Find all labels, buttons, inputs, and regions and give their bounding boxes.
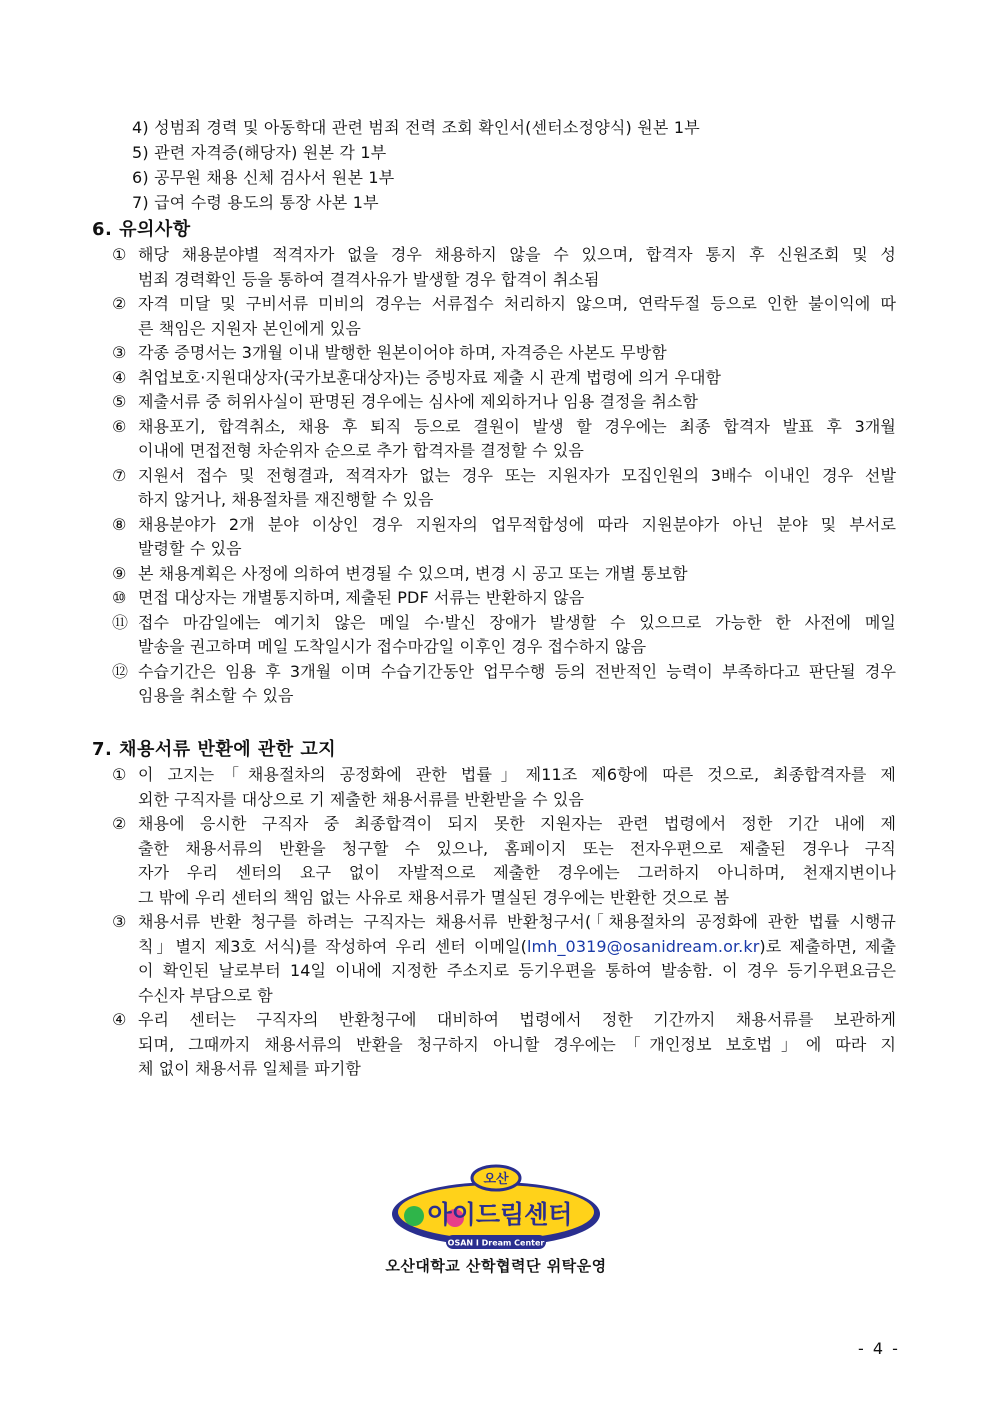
notice-item (112, 390, 896, 415)
item-text: 출한 채용서류의 반환을 청구할 수 있으나, 홈페이지 또는 전자우편으로 제출된 경우나 구직 (138, 838, 896, 858)
item-number: ② (112, 814, 127, 833)
item-number: ⑨ (112, 563, 127, 583)
item-text: 면접 대상자는 개별통지하며, 제출된 PDF 서류는 반환하지 않음 (138, 588, 585, 607)
item-text: 체 없이 채용서류 일체를 파기함 (138, 1059, 361, 1078)
item-text: 이내에 면접전형 차순위자 순으로 추가 합격자를 결정할 수 있음 (138, 441, 584, 460)
return-notice-item (112, 763, 896, 812)
return-notice-item (112, 812, 896, 910)
item-text: 우리 센터는 구직자의 반환청구에 대비하여 법령에서 정한 기간까지 채용서류를 보관하게 (138, 1010, 896, 1029)
notice-item (112, 243, 896, 292)
page-number: - 4 - (858, 1339, 900, 1358)
item-text: 각종 증명서는 3개월 이내 발행한 원본이어야 하며, 자격증은 사본도 무방함 (138, 343, 667, 362)
item-text: )로 제출하면, 제출 (759, 936, 897, 956)
item-number: ⑩ (112, 588, 127, 607)
notice-item (112, 660, 896, 709)
item-text: 임용을 취소할 수 있음 (138, 686, 294, 705)
item-number: ⑫ (112, 661, 129, 681)
item-number: ③ (112, 343, 127, 362)
item-text: 이 확인된 날로부터 14일 이내에 지정한 주소지로 등기우편을 통하여 발송함. 이 경우 등기우편요금은 (138, 961, 896, 980)
notice-item (112, 366, 896, 391)
item-text-with-email (138, 935, 896, 960)
document-item: 4) 성범죄 경력 및 아동학대 관련 범죄 전력 조회 확인서(센터소정양식) 원본 1부 (132, 118, 700, 137)
logo-sub-text: OSAN I Dream Center (447, 1238, 545, 1248)
item-text: 지원서 접수 및 전형결과, 적격자가 없는 경우 또는 지원자가 모집인원의 3배수 이내인 경우 선발 (138, 465, 896, 485)
item-text: 그 밖에 우리 센터의 책임 없는 사유로 채용서류가 멸실된 경우에는 반환한 것으로 봄 (138, 887, 730, 907)
document-item: 6) 공무원 채용 신체 검사서 원본 1부 (132, 168, 395, 187)
notice-item (112, 464, 896, 513)
item-number: ③ (112, 912, 127, 931)
item-number: ④ (112, 367, 127, 387)
item-text: 채용서류 반환 청구를 하려는 구직자는 채용서류 반환청구서(「채용절차의 공정화에 관한 법률 시행규 (138, 912, 896, 931)
item-text: 수습기간은 임용 후 3개월 이며 수습기간동안 업무수행 등의 전반적인 능력이 부족하다고 판단될 경우 (138, 661, 896, 681)
section-7-title: 7. 채용서류 반환에 관한 고지 (92, 739, 337, 760)
notice-item (112, 341, 896, 366)
item-text: 취업보호·지원대상자(국가보훈대상자)는 증빙자료 제출 시 관계 법령에 의거 우대함 (138, 367, 722, 387)
return-notice-item (112, 1008, 896, 1082)
item-text: 제출서류 중 허위사실이 판명된 경우에는 심사에 제외하거나 임용 결정을 취소함 (138, 392, 699, 411)
item-number: ① (112, 765, 127, 784)
item-number: ④ (112, 1010, 127, 1029)
logo-main-text: 아이드림센터 (427, 1200, 573, 1229)
notice-item (112, 513, 896, 562)
section-6-title: 6. 유의사항 (92, 219, 191, 240)
item-text: 칙」별지 제3호 서식)를 작성하여 우리 센터 이메일( (138, 936, 527, 956)
item-text: 해당 채용분야별 적격자가 없을 경우 채용하지 않을 수 있으며, 합격자 통지 후 신원조회 및 성 (138, 245, 896, 264)
item-text: 자격 미달 및 구비서류 미비의 경우는 서류접수 처리하지 않으며, 연락두절 등으로 인한 불이익에 따 (138, 294, 896, 313)
item-text: 채용에 응시한 구직자 중 최종합격이 되지 못한 지원자는 관련 법령에서 정한 기간 내에 제 (138, 814, 896, 833)
item-text: 수신자 부담으로 함 (138, 985, 273, 1005)
item-text: 되며, 그때까지 채용서류의 반환을 청구하지 아니할 경우에는「개인정보 보호법」에 따라 지 (138, 1034, 896, 1054)
notice-item (112, 611, 896, 660)
item-text: 자가 우리 센터의 요구 없이 자발적으로 제출한 경우에는 그러하지 아니하며, 천재지변이나 (138, 863, 896, 882)
item-number: ⑥ (112, 416, 127, 436)
item-text: 범죄 경력확인 등을 통하여 결격사유가 발생할 경우 합격이 취소됨 (138, 269, 600, 289)
operator-caption: 오산대학교 산학협력단 위탁운영 (385, 1257, 607, 1275)
section-6-list (112, 243, 896, 709)
item-text: 발송을 권고하며 메일 도착일시가 접수마감일 이후인 경우 접수하지 않음 (138, 637, 647, 656)
email-link[interactable]: lmh_0319@osanidream.or.kr (526, 936, 760, 956)
item-text: 채용포기, 합격취소, 채용 후 퇴직 등으로 결원이 발생 할 경우에는 최종 합격자 발표 후 3개월 (138, 416, 896, 436)
logo-face-icon (404, 1206, 424, 1226)
notice-item (112, 292, 896, 341)
notice-item (112, 562, 896, 587)
item-text: 본 채용계획은 사정에 의하여 변경될 수 있으며, 변경 시 공고 또는 개별 통보함 (138, 563, 688, 583)
required-documents-list (132, 115, 892, 215)
document-item: 7) 급여 수령 용도의 통장 사본 1부 (132, 193, 379, 212)
logo-top-text: 오산 (483, 1172, 509, 1187)
item-text: 접수 마감일에는 예기치 않은 메일 수·발신 장애가 발생할 수 있으므로 가능한 한 사전에 메일 (138, 612, 896, 632)
notice-item (112, 415, 896, 464)
item-number: ② (112, 294, 127, 313)
item-number: ⑦ (112, 465, 127, 485)
item-text: 하지 않거나, 채용절차를 재진행할 수 있음 (138, 490, 434, 509)
item-text: 발령할 수 있음 (138, 539, 242, 558)
item-number: ⑧ (112, 514, 127, 534)
return-notice-item (112, 910, 896, 1008)
item-text: 채용분야가 2개 분야 이상인 경우 지원자의 업무적합성에 따라 지원분야가 아닌 분야 및 부서로 (138, 514, 896, 534)
item-text: 른 책임은 지원자 본인에게 있음 (138, 318, 361, 338)
osan-i-dream-center-logo (388, 1162, 603, 1257)
section-7-list (112, 763, 896, 1082)
item-text: 외한 구직자를 대상으로 기 제출한 채용서류를 반환받을 수 있음 (138, 789, 584, 809)
item-text: 이 고지는「채용절차의 공정화에 관한 법률」제11조 제6항에 따른 것으로, 최종합격자를 제 (138, 765, 896, 784)
item-number: ⑪ (112, 612, 129, 632)
document-item: 5) 관련 자격증(해당자) 원본 각 1부 (132, 143, 387, 162)
item-number: ① (112, 245, 127, 264)
item-number: ⑤ (112, 392, 127, 411)
notice-item (112, 586, 896, 611)
